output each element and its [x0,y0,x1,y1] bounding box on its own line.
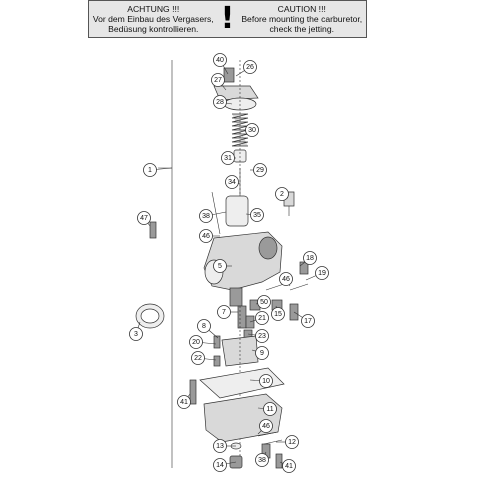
part-number-text: 7 [222,309,226,316]
part-number-text: 11 [266,406,274,413]
part-number-text: 12 [288,439,296,446]
part-label-17 [302,315,315,328]
part-label-46 [200,230,213,243]
hose-clamp-inner [141,309,159,323]
part-label-18 [304,252,317,265]
part-label-22 [192,352,205,365]
part-number-text: 35 [253,212,261,219]
part-label-21 [256,312,269,325]
part-label-23 [256,330,269,343]
part-number-text: 34 [228,179,236,186]
bowl-screw-41-shape [190,380,196,404]
float-pin-shape [214,336,220,348]
part-label-46 [280,273,293,286]
part-number-text: 30 [248,127,256,134]
part-number-text: 15 [274,311,282,318]
part-number-text: 10 [262,378,270,385]
part-label-26 [244,61,257,74]
part-number-text: 46 [282,276,290,283]
part-number-text: 41 [285,463,293,470]
part-number-text: 18 [306,255,314,262]
part-label-28 [214,96,227,109]
part-label-11 [264,403,277,416]
part-number-text: 50 [260,299,268,306]
part-number-text: 23 [258,333,266,340]
part-label-38 [200,210,213,223]
cable-guide-shape [212,192,220,234]
part-label-31 [222,152,235,165]
part-label-30 [246,124,259,137]
caution-en-line-3: check the jetting. [269,24,334,34]
part-label-12 [286,436,299,449]
part-number-text: 22 [194,355,202,362]
throttle-slide-shape [226,196,248,226]
part-number-text: 27 [214,77,222,84]
part-number-text: 20 [192,339,200,346]
part-label-27 [212,74,225,87]
part-label-47 [138,212,151,225]
part-label-14 [214,459,227,472]
part-label-7 [218,306,231,319]
part-number-text: 41 [180,399,188,406]
part-label-41 [178,396,191,409]
part-label-10 [260,375,273,388]
part-label-15 [272,308,285,321]
part-label-50 [258,296,271,309]
main-jet-7-shape [238,306,246,328]
hose-clamp-group [136,304,164,328]
part-label-1 [144,164,157,177]
part-label-46 [260,420,273,433]
part-number-text: 9 [260,350,264,357]
part-number-text: 40 [216,57,224,64]
body-boss-shape [230,288,242,306]
outlet-bore-shape [259,237,277,259]
part-label-35 [251,209,264,222]
part-label-38 [256,454,269,467]
part-number-text: 3 [134,331,138,338]
part-number-text: 8 [202,323,206,330]
part-label-3 [130,328,143,341]
part-label-29 [254,164,267,177]
part-number-text: 2 [280,191,284,198]
part-number-text: 1 [148,167,152,174]
caution-de-line-1: ACHTUNG !!! [127,4,180,14]
caution-en-line-2: Before mounting the carburetor, [241,14,363,24]
part-number-text: 47 [140,215,148,222]
part-label-8 [198,320,211,333]
part-number-text: 38 [202,213,210,220]
part-number-text: 26 [246,64,254,71]
caution-de-line-2: Vor dem Einbau des Vergasers, [92,14,214,24]
part-number-text: 17 [304,318,312,325]
needle-valve-shape [214,356,220,366]
assembly-bracket-line [158,60,172,468]
part-number-text: 5 [218,263,222,270]
part-label-9 [256,347,269,360]
exclamation-icon: ! [220,1,235,36]
part-number-text: 29 [256,167,264,174]
float-bowl-shape [204,394,282,442]
part-number-text: 28 [216,99,224,106]
part-label-20 [190,336,203,349]
part-number-text: 38 [258,457,266,464]
part-number-text: 13 [216,443,224,450]
part-label-41 [283,460,296,473]
part-label-5 [214,260,227,273]
plug-shape [150,222,156,238]
part-label-40 [214,54,227,67]
screw-41-lower-shape [276,454,282,468]
part-number-text: 21 [258,315,266,322]
part-number-text: 31 [224,155,232,162]
part-label-2 [276,188,289,201]
part-number-text: 46 [262,423,270,430]
part-number-text: 19 [318,270,326,277]
part-label-19 [316,267,329,280]
part-number-text: 46 [202,233,210,240]
caution-de-line-3: Bedüsung kontrollieren. [108,24,199,34]
part-label-13 [214,440,227,453]
part-number-text: 14 [216,462,224,469]
caution-en-line-1: CAUTION !!! [277,4,326,14]
part-label-34 [226,176,239,189]
